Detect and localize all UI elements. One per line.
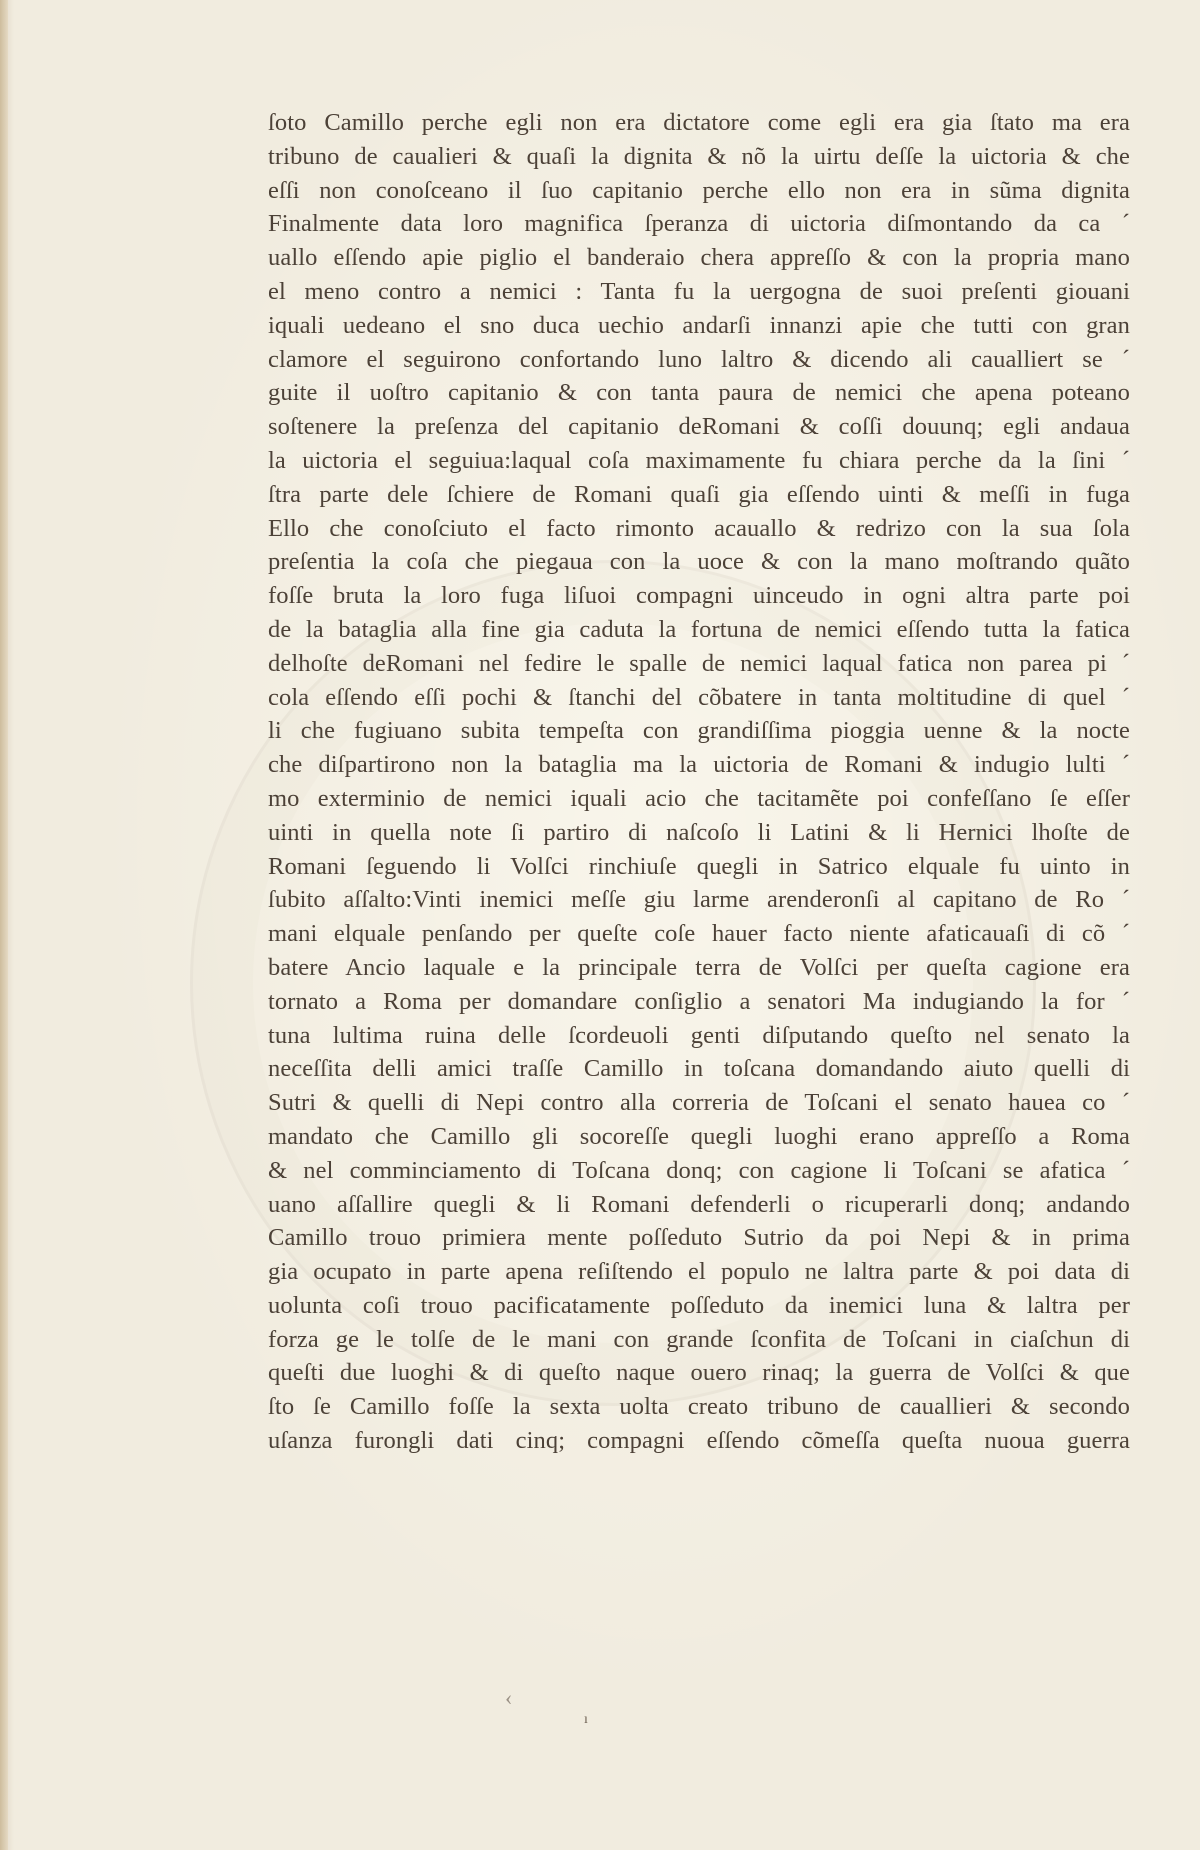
text-line: tornato a Roma per domandare conſiglio a senatori Ma indugiando la for ´ bbox=[268, 987, 1130, 1015]
text-line: Ello che conoſciuto el facto rimonto acauallo & redrizo con la sua ſola bbox=[268, 514, 1130, 542]
text-line: de la bataglia alla fine gia caduta la fortuna de nemici eſſendo tutta la fatica bbox=[268, 615, 1130, 643]
text-line: iquali uedeano el sno duca uechio andarſi innanzi apie che tutti con gran bbox=[268, 311, 1130, 339]
text-line: cola eſſendo eſſi pochi & ſtanchi del cõbatere in tanta moltitudine di quel ´ bbox=[268, 683, 1130, 711]
text-line: & nel comminciamento di Toſcana donq; con cagione li Toſcani se afatica ´ bbox=[268, 1156, 1130, 1184]
page-smudge-mark: ‹ bbox=[505, 1685, 513, 1710]
text-line: el meno contro a nemici : Tanta fu la uergogna de suoi preſenti giouani bbox=[268, 277, 1130, 305]
text-line: Finalmente data loro magnifica ſperanza di uictoria diſmontando da ca ´ bbox=[268, 210, 1130, 238]
text-line: Romani ſeguendo li Volſci rinchiuſe quegli in Satrico elquale fu uinto in bbox=[268, 852, 1130, 880]
text-line: uinti in quella note ſi partiro di naſcoſo li Latini & li Hernici lhoſte de bbox=[268, 818, 1130, 846]
page-left-edge bbox=[0, 0, 8, 1850]
text-line: tribuno de caualieri & quaſi la dignita & nõ la uirtu deſſe la uictoria & che bbox=[268, 142, 1130, 170]
text-line: li che fugiuano subita tempeſta con grandiſſima pioggia uenne & la nocte bbox=[268, 717, 1130, 745]
text-line: ſoto Camillo perche egli non era dictatore come egli era gia ſtato ma era bbox=[268, 109, 1130, 136]
text-line: Camillo trouo primiera mente poſſeduto Sutrio da poi Nepi & in prima bbox=[268, 1224, 1130, 1252]
text-line: uſanza furongli dati cinq; compagni eſſendo cõmeſſa queſta nuoua guerra bbox=[268, 1427, 1130, 1455]
text-line: forza ge le tolſe de le mani con grande ſconfita de Toſcani in ciaſchun di bbox=[268, 1325, 1130, 1353]
text-line: clamore el seguirono confortando luno laltro & dicendo ali caualliert se ´ bbox=[268, 345, 1130, 373]
page-foot-mark: ı bbox=[584, 1712, 588, 1727]
text-line: uolunta coſi trouo pacificatamente poſſeduto da inemici luna & laltra per bbox=[268, 1291, 1130, 1319]
text-block bbox=[268, 106, 1130, 1458]
text-line: guite il uoſtro capitanio & con tanta paura de nemici che apena poteano bbox=[268, 379, 1130, 407]
text-line: gia ocupato in parte apena reſiſtendo el populo ne laltra parte & poi data di bbox=[268, 1258, 1130, 1286]
text-line: delhoſte deRomani nel fedire le spalle de nemici laqual fatica non parea pi ´ bbox=[268, 649, 1130, 677]
text-line: ſto ſe Camillo foſſe la sexta uolta creato tribuno de cauallieri & secondo bbox=[268, 1393, 1130, 1421]
text-line: uano aſſallire quegli & li Romani defenderli o ricuperarli donq; andando bbox=[268, 1190, 1130, 1218]
text-line: eſſi non conoſceano il ſuo capitanio perche ello non era in sũma dignita bbox=[268, 176, 1130, 204]
text-line: mo exterminio de nemici iquali acio che tacitamẽte poi confeſſano ſe eſſer bbox=[268, 784, 1130, 812]
text-line: mani elquale penſando per queſte coſe hauer facto niente afaticauaſi di cõ ´ bbox=[268, 920, 1130, 948]
text-line: foſſe bruta la loro fuga liſuoi compagni uinceudo in ogni altra parte poi bbox=[268, 582, 1130, 610]
text-line: Sutri & quelli di Nepi contro alla correria de Toſcani el senato hauea co ´ bbox=[268, 1089, 1130, 1117]
text-line: ſubito aſſalto:Vinti inemici meſſe giu larme arenderonſi al capitano de Ro ´ bbox=[268, 886, 1130, 914]
text-line: ſtra parte dele ſchiere de Romani quaſi gia eſſendo uinti & meſſi in fuga bbox=[268, 480, 1130, 508]
text-line: preſentia la coſa che piegaua con la uoce & con la mano moſtrando quãto bbox=[268, 548, 1130, 576]
text-line: uallo eſſendo apie piglio el banderaio chera appreſſo & con la propria mano bbox=[268, 244, 1130, 272]
text-line: tuna lultima ruina delle ſcordeuoli genti diſputando queſto nel senato la bbox=[268, 1021, 1130, 1049]
text-line: queſti due luoghi & di queſto naque ouero rinaq; la guerra de Volſci & que bbox=[268, 1359, 1130, 1387]
text-line: mandato che Camillo gli socoreſſe quegli luoghi erano appreſſo a Roma bbox=[268, 1122, 1130, 1150]
text-line: la uictoria el seguiua:laqual coſa maximamente fu chiara perche da la ſini ´ bbox=[268, 446, 1130, 474]
text-line: neceſſita delli amici traſſe Camillo in toſcana domandando aiuto quelli di bbox=[268, 1055, 1130, 1083]
text-line: che diſpartirono non la bataglia ma la uictoria de Romani & indugio lulti ´ bbox=[268, 751, 1130, 779]
text-line: soſtenere la preſenza del capitanio deRomani & coſſi douunq; egli andaua bbox=[268, 413, 1130, 441]
text-line: batere Ancio laquale e la principale terra de Volſci per queſta cagione era bbox=[268, 953, 1130, 981]
